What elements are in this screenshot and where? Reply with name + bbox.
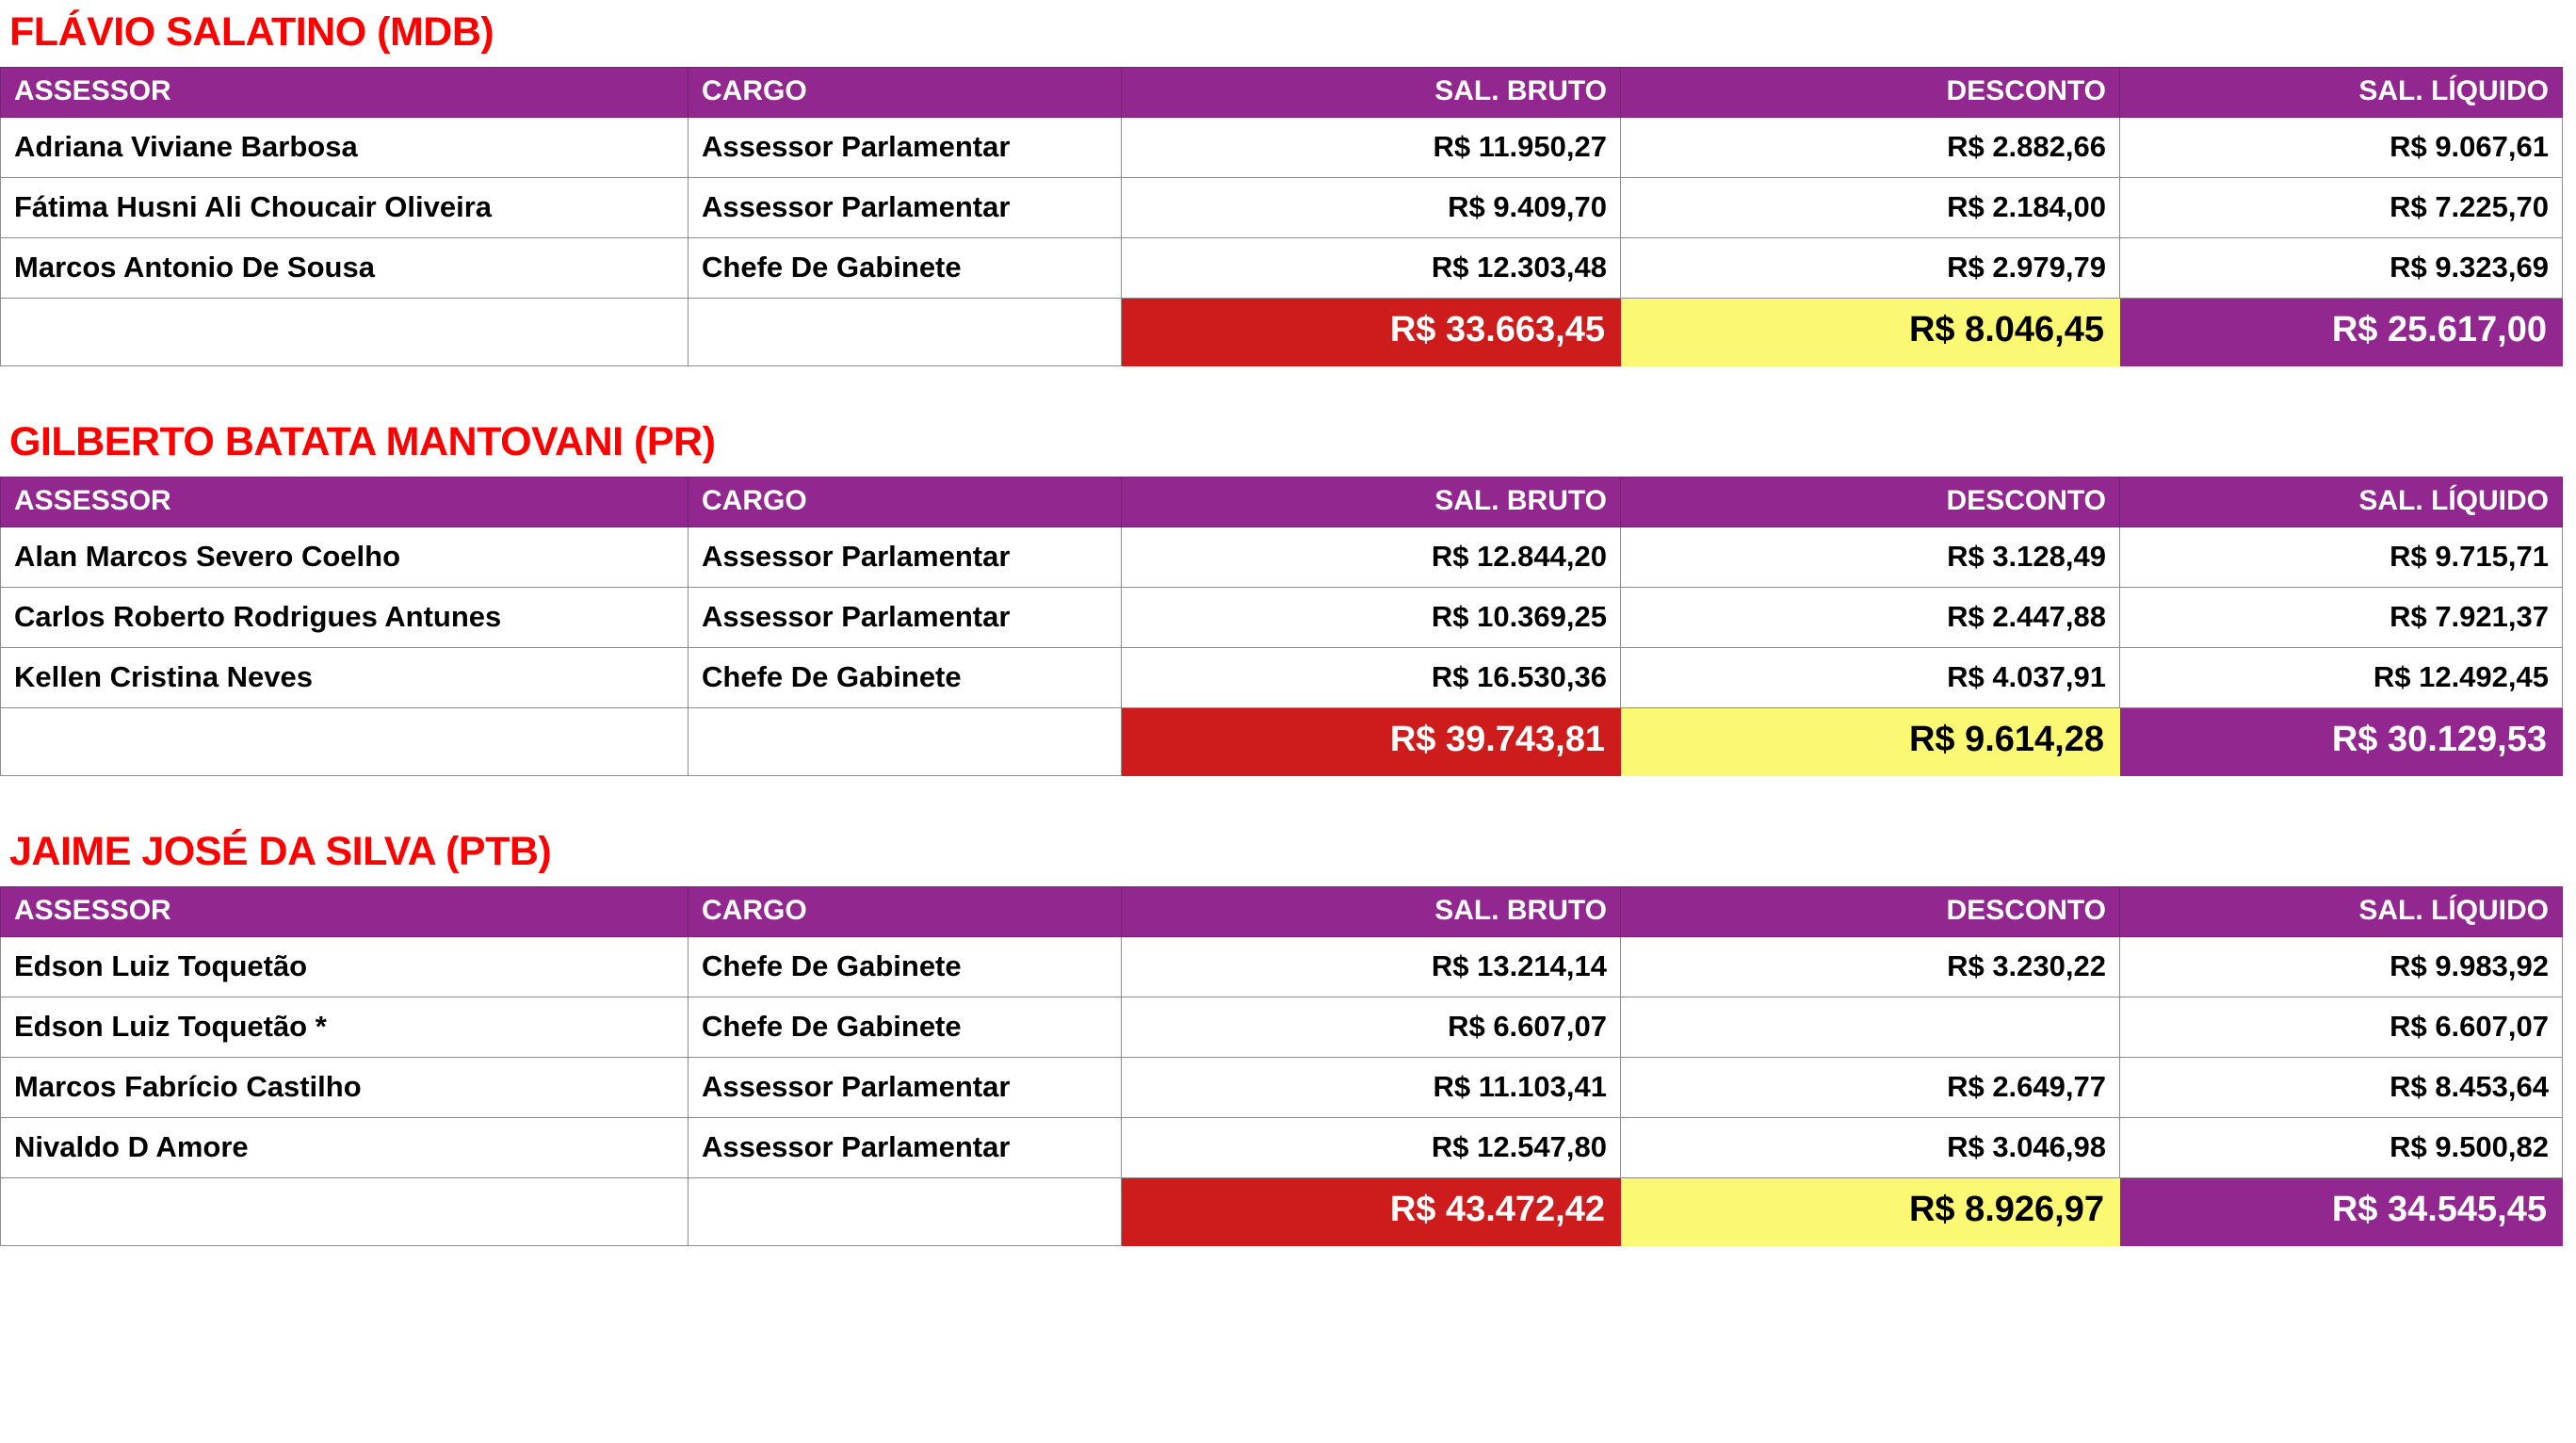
column-header-assessor: ASSESSOR bbox=[1, 887, 689, 937]
totals-blank-assessor bbox=[1, 708, 689, 776]
column-header-desconto: DESCONTO bbox=[1621, 68, 2120, 118]
table-row bbox=[1, 997, 2563, 1058]
table-row bbox=[1, 118, 2563, 178]
cell-sal-liquido: R$ 7.225,70 bbox=[2120, 178, 2563, 238]
totals-blank-cargo bbox=[689, 708, 1122, 776]
section-title: JAIME JOSÉ DA SILVA (PTB) bbox=[9, 829, 552, 874]
table-row bbox=[1, 238, 2563, 299]
total-sal-liquido: R$ 30.129,53 bbox=[2120, 708, 2563, 776]
cell-assessor: Edson Luiz Toquetão * bbox=[1, 997, 689, 1058]
cell-desconto: R$ 2.979,79 bbox=[1621, 238, 2120, 299]
cell-desconto: R$ 3.128,49 bbox=[1621, 527, 2120, 588]
cell-desconto: R$ 3.046,98 bbox=[1621, 1118, 2120, 1178]
cell-cargo: Assessor Parlamentar bbox=[689, 527, 1122, 588]
salary-table bbox=[0, 886, 2563, 1246]
cell-sal-bruto: R$ 12.844,20 bbox=[1122, 527, 1621, 588]
total-sal-liquido: R$ 25.617,00 bbox=[2120, 299, 2563, 366]
cell-sal-bruto: R$ 12.303,48 bbox=[1122, 238, 1621, 299]
cell-assessor: Edson Luiz Toquetão bbox=[1, 937, 689, 997]
cell-assessor: Nivaldo D Amore bbox=[1, 1118, 689, 1178]
section-title: FLÁVIO SALATINO (MDB) bbox=[9, 9, 494, 55]
column-header-sal-liquido: SAL. LÍQUIDO bbox=[2120, 887, 2563, 937]
column-header-sal-liquido: SAL. LÍQUIDO bbox=[2120, 478, 2563, 527]
section-spacer bbox=[0, 366, 2576, 410]
column-header-sal-bruto: SAL. BRUTO bbox=[1122, 887, 1621, 937]
cell-sal-bruto: R$ 11.950,27 bbox=[1122, 118, 1621, 178]
cell-cargo: Chefe De Gabinete bbox=[689, 937, 1122, 997]
column-header-assessor: ASSESSOR bbox=[1, 68, 689, 118]
totals-blank-cargo bbox=[689, 1178, 1122, 1246]
column-header-cargo: CARGO bbox=[689, 68, 1122, 118]
column-header-desconto: DESCONTO bbox=[1621, 478, 2120, 527]
table-row bbox=[1, 178, 2563, 238]
table-row bbox=[1, 937, 2563, 997]
cell-sal-bruto: R$ 11.103,41 bbox=[1122, 1058, 1621, 1118]
cell-assessor: Adriana Viviane Barbosa bbox=[1, 118, 689, 178]
total-sal-liquido: R$ 34.545,45 bbox=[2120, 1178, 2563, 1246]
table-row bbox=[1, 648, 2563, 708]
cell-desconto: R$ 2.649,77 bbox=[1621, 1058, 2120, 1118]
cell-sal-liquido: R$ 7.921,37 bbox=[2120, 588, 2563, 648]
cell-cargo: Assessor Parlamentar bbox=[689, 178, 1122, 238]
cell-sal-liquido: R$ 9.983,92 bbox=[2120, 937, 2563, 997]
salary-section bbox=[0, 410, 2576, 776]
table-header-row bbox=[1, 887, 2563, 937]
cell-sal-liquido: R$ 8.453,64 bbox=[2120, 1058, 2563, 1118]
column-header-sal-liquido: SAL. LÍQUIDO bbox=[2120, 68, 2563, 118]
totals-row bbox=[1, 708, 2563, 776]
totals-blank-cargo bbox=[689, 299, 1122, 366]
cell-assessor: Carlos Roberto Rodrigues Antunes bbox=[1, 588, 689, 648]
cell-cargo: Assessor Parlamentar bbox=[689, 1118, 1122, 1178]
cell-desconto: R$ 2.184,00 bbox=[1621, 178, 2120, 238]
cell-sal-liquido: R$ 9.715,71 bbox=[2120, 527, 2563, 588]
cell-cargo: Chefe De Gabinete bbox=[689, 997, 1122, 1058]
cell-desconto bbox=[1621, 997, 2120, 1058]
cell-desconto: R$ 3.230,22 bbox=[1621, 937, 2120, 997]
section-title: GILBERTO BATATA MANTOVANI (PR) bbox=[9, 419, 716, 464]
cell-sal-bruto: R$ 13.214,14 bbox=[1122, 937, 1621, 997]
totals-blank-assessor bbox=[1, 299, 689, 366]
cell-cargo: Assessor Parlamentar bbox=[689, 588, 1122, 648]
column-header-assessor: ASSESSOR bbox=[1, 478, 689, 527]
cell-cargo: Assessor Parlamentar bbox=[689, 118, 1122, 178]
total-desconto: R$ 8.926,97 bbox=[1621, 1178, 2120, 1246]
cell-sal-liquido: R$ 9.067,61 bbox=[2120, 118, 2563, 178]
table-row bbox=[1, 588, 2563, 648]
cell-sal-bruto: R$ 6.607,07 bbox=[1122, 997, 1621, 1058]
cell-cargo: Assessor Parlamentar bbox=[689, 1058, 1122, 1118]
salary-section bbox=[0, 819, 2576, 1246]
table-row bbox=[1, 1058, 2563, 1118]
cell-sal-liquido: R$ 12.492,45 bbox=[2120, 648, 2563, 708]
cell-sal-bruto: R$ 10.369,25 bbox=[1122, 588, 1621, 648]
column-header-desconto: DESCONTO bbox=[1621, 887, 2120, 937]
total-desconto: R$ 8.046,45 bbox=[1621, 299, 2120, 366]
cell-sal-bruto: R$ 9.409,70 bbox=[1122, 178, 1621, 238]
cell-sal-bruto: R$ 12.547,80 bbox=[1122, 1118, 1621, 1178]
total-sal-bruto: R$ 43.472,42 bbox=[1122, 1178, 1621, 1246]
table-row bbox=[1, 1118, 2563, 1178]
salary-table bbox=[0, 477, 2563, 776]
cell-assessor: Kellen Cristina Neves bbox=[1, 648, 689, 708]
cell-sal-liquido: R$ 9.500,82 bbox=[2120, 1118, 2563, 1178]
total-sal-bruto: R$ 39.743,81 bbox=[1122, 708, 1621, 776]
salary-section bbox=[0, 0, 2576, 366]
cell-assessor: Fátima Husni Ali Choucair Oliveira bbox=[1, 178, 689, 238]
cell-assessor: Alan Marcos Severo Coelho bbox=[1, 527, 689, 588]
cell-desconto: R$ 4.037,91 bbox=[1621, 648, 2120, 708]
cell-cargo: Chefe De Gabinete bbox=[689, 238, 1122, 299]
total-desconto: R$ 9.614,28 bbox=[1621, 708, 2120, 776]
column-header-sal-bruto: SAL. BRUTO bbox=[1122, 478, 1621, 527]
totals-row bbox=[1, 1178, 2563, 1246]
salary-table bbox=[0, 67, 2563, 366]
total-sal-bruto: R$ 33.663,45 bbox=[1122, 299, 1621, 366]
table-row bbox=[1, 527, 2563, 588]
table-header-row bbox=[1, 478, 2563, 527]
table-header-row bbox=[1, 68, 2563, 118]
cell-desconto: R$ 2.882,66 bbox=[1621, 118, 2120, 178]
cell-sal-bruto: R$ 16.530,36 bbox=[1122, 648, 1621, 708]
column-header-cargo: CARGO bbox=[689, 887, 1122, 937]
totals-blank-assessor bbox=[1, 1178, 689, 1246]
section-spacer bbox=[0, 776, 2576, 819]
cell-cargo: Chefe De Gabinete bbox=[689, 648, 1122, 708]
cell-assessor: Marcos Antonio De Sousa bbox=[1, 238, 689, 299]
totals-row bbox=[1, 299, 2563, 366]
cell-sal-liquido: R$ 9.323,69 bbox=[2120, 238, 2563, 299]
cell-assessor: Marcos Fabrício Castilho bbox=[1, 1058, 689, 1118]
cell-desconto: R$ 2.447,88 bbox=[1621, 588, 2120, 648]
cell-sal-liquido: R$ 6.607,07 bbox=[2120, 997, 2563, 1058]
column-header-cargo: CARGO bbox=[689, 478, 1122, 527]
column-header-sal-bruto: SAL. BRUTO bbox=[1122, 68, 1621, 118]
